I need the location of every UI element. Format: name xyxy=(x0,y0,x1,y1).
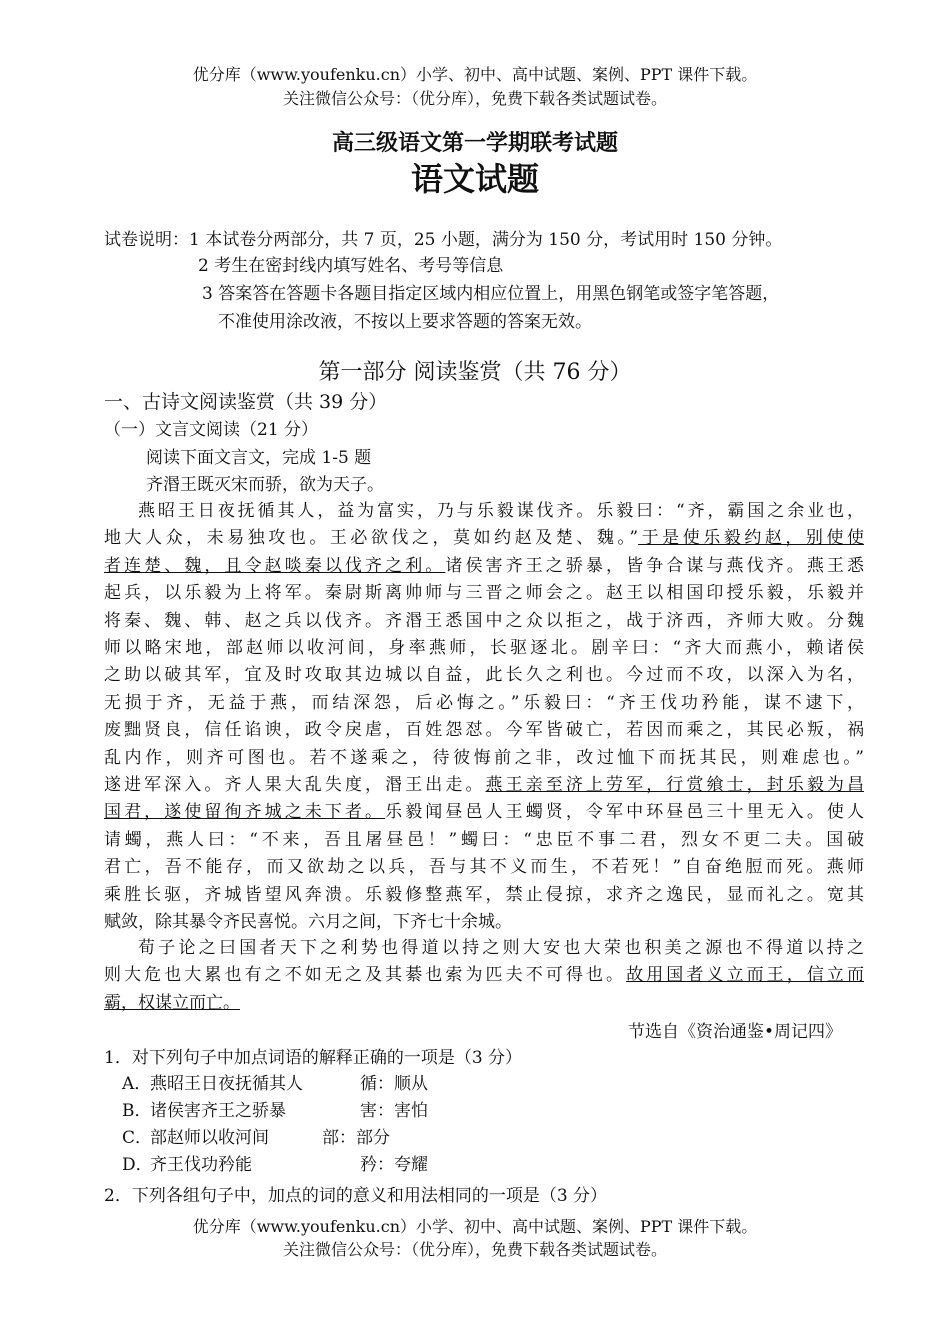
question-2: 2．下列各组句子中，加点的词的意义和用法相同的一项是（3 分） xyxy=(104,1186,608,1206)
part-title: 第一部分 阅读鉴赏（共 76 分） xyxy=(318,360,632,385)
passage-line xyxy=(104,799,864,826)
instruction-item-1: 试卷说明：1 本试卷分两部分，共 7 页，25 小题，满分为 150 分，考试用时 150 分钟。 xyxy=(104,230,783,250)
option-key: D． xyxy=(122,1155,153,1175)
option-gloss: 部：部分 xyxy=(322,1128,390,1148)
instruction-item-3b: 不准使用涂改液，不按以上要求答题的答案无效。 xyxy=(218,312,592,332)
option-c xyxy=(122,1128,390,1148)
option-sentence: 燕昭王日夜抚循其人 xyxy=(150,1074,303,1094)
question-1: 1．对下列句子中加点词语的解释正确的一项是（3 分） xyxy=(104,1048,523,1068)
passage-line xyxy=(104,962,864,989)
passage-span: 则大危也大累也有之不如无之及其綦也索为匹夫不可得也。 xyxy=(104,965,627,986)
passage-line xyxy=(104,525,864,552)
option-gloss: 害：害怕 xyxy=(360,1101,428,1121)
option-key: A． xyxy=(122,1074,152,1094)
passage-line: 将秦、魏、韩、赵之兵以伐齐。齐湣王悉国中之众以拒之，战于济西，齐师大败。分魏 xyxy=(104,610,864,631)
option-sentence: 诸侯害齐王之骄暴 xyxy=(150,1101,286,1121)
exam-title: 高三级语文第一学期联考试题 xyxy=(331,130,618,156)
passage-line: 乘胜长驱，齐城皆望风奔溃。乐毅修整燕军，禁止侵掠，求齐之逸民，显而礼之。宽其 xyxy=(104,884,864,905)
passage-line xyxy=(104,772,864,799)
section-heading: 一、古诗文阅读鉴赏（共 39 分） xyxy=(104,391,388,413)
exam-subtitle: 语文试题 xyxy=(410,160,539,198)
underlined-sentence: 霸，权谋立而亡。 xyxy=(104,992,240,1013)
passage-line: 燕昭王日夜抚循其人，益为富实，乃与乐毅谋伐齐。乐毅曰：“齐，霸国之余业也， xyxy=(138,501,864,521)
passage-line: 请蠋，燕人曰：“不来，吾且屠昼邑！”蠋曰：“忠臣不事二君，烈女不更二夫。国破 xyxy=(104,829,864,850)
option-sentence: 部赵师以收河间 xyxy=(150,1128,269,1148)
passage-line: 荀子论之曰国者天下之利势也得道以持之则大安也大荣也积美之源也不得道以持之 xyxy=(138,938,864,958)
instruction-item-2: 2 考生在密封线内填写姓名、考号等信息 xyxy=(198,256,504,276)
underlined-sentence: 故用国者义立而王，信立而 xyxy=(626,965,864,986)
passage-opening: 齐湣王既灭宋而骄，欲为天子。 xyxy=(146,475,384,495)
underlined-sentence: 于是使乐毅约赵，别使使 xyxy=(638,528,864,549)
underlined-sentence: 者连楚、魏，且令赵啖秦以伐齐之利。 xyxy=(104,555,446,576)
option-key: C． xyxy=(122,1128,153,1148)
header-line-2: 关注微信公众号：（优分库），免费下载各类试题试卷。 xyxy=(282,89,667,108)
option-b xyxy=(122,1101,428,1121)
passage-line: 之助以破其军，宜及时攻取其边城以自益，此长久之利也。今过而不攻，以深入为名， xyxy=(104,665,864,686)
footer-line-1: 优分库（www.youfenku.cn）小学、初中、高中试题、案例、PPT 课件下载。 xyxy=(192,1217,758,1236)
instruction-item-3a: 3 答案答在答题卡各题目指定区域内相应位置上，用黑色钢笔或签字笔答题， xyxy=(202,284,780,304)
passage-span: 地大人众，未易独攻也。王必欲伐之，莫如约赵及楚、魏。” xyxy=(104,528,639,549)
option-key: B． xyxy=(122,1101,152,1121)
option-d xyxy=(122,1155,428,1175)
passage-span: 诸侯害齐王之骄暴，皆争合谋与燕伐齐。燕王悉 xyxy=(445,555,864,576)
underlined-sentence: 燕王亲至济上劳军，行赏飨士，封乐毅为昌 xyxy=(485,775,864,796)
passage-line: 赋敛，除其暴令齐民喜悦。六月之间，下齐七十余城。 xyxy=(104,912,512,933)
footer-line-2: 关注微信公众号：（优分库），免费下载各类试题试卷。 xyxy=(282,1240,667,1259)
option-sentence: 齐王伐功矜能 xyxy=(150,1155,252,1175)
subsection-heading: （一）文言文阅读（21 分） xyxy=(104,420,319,440)
option-a xyxy=(122,1074,428,1094)
reading-instruction: 阅读下面文言文，完成 1-5 题 xyxy=(146,448,372,468)
passage-span: 遂进军深入。齐人果大乱失度，湣王出走。 xyxy=(104,775,486,796)
header-line-1: 优分库（www.youfenku.cn）小学、初中、高中试题、案例、PPT 课件下载。 xyxy=(192,65,758,84)
option-gloss: 循：顺从 xyxy=(360,1074,428,1094)
passage-source: 节选自《资治通鉴•周记四》 xyxy=(627,1022,842,1042)
passage-line: 师以略宋地，部赵师以收河间，身率燕师，长驱逐北。剧辛曰：“齐大而燕小，赖诸侯 xyxy=(104,638,864,659)
passage-body xyxy=(104,498,864,937)
passage-span: 乐毅闻昼邑人王蠋贤，令军中环昼邑三十里无入。使人 xyxy=(385,802,864,823)
xunzi-commentary xyxy=(104,935,864,1017)
passage-line: 乱内作，则齐可图也。若不遂乘之，待彼悔前之非，改过恤下而抚其民，则难虑也。” xyxy=(104,747,864,768)
passage-line: 无损于齐，无益于燕，而结深怨，后必悔之。”乐毅曰：“齐王伐功矜能，谋不逮下， xyxy=(104,692,864,713)
passage-line: 君亡，吾不能存，而又欲劫之以兵，吾与其不义而生，不若死！”自奋绝脰而死。燕师 xyxy=(104,857,864,878)
passage-line xyxy=(104,990,864,1017)
underlined-sentence: 国君，遂使留徇齐城之未下者。 xyxy=(104,802,386,823)
passage-line xyxy=(104,553,864,580)
passage-line: 废黜贤良，信任谄谀，政令戾虐，百姓怨怼。今军皆破亡，若因而乘之，其民必叛，祸 xyxy=(104,720,864,741)
option-gloss: 矜：夸耀 xyxy=(360,1155,428,1175)
passage-line: 起兵，以乐毅为上将军。秦尉斯离帅师与三晋之师会之。赵王以相国印授乐毅，乐毅并 xyxy=(104,583,864,604)
